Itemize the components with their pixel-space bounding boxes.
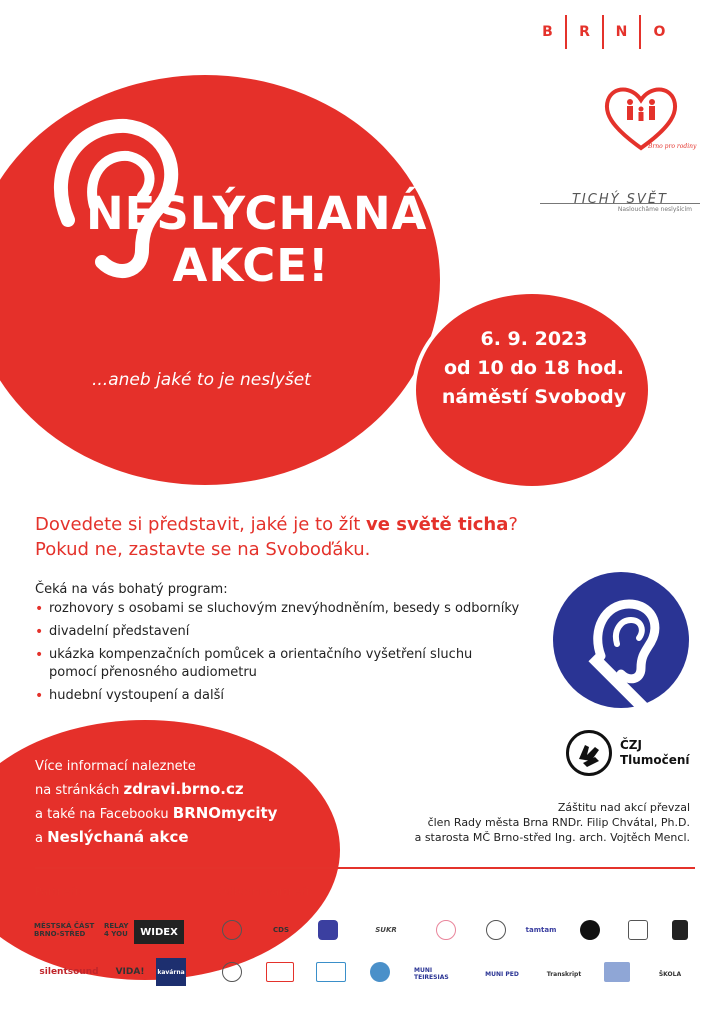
partner-logo: MĚSTSKÁ ČÁST BRNO-STŘED: [34, 922, 95, 938]
event-page-link[interactable]: Neslýchaná akce: [47, 828, 189, 846]
partner-logo: [370, 962, 390, 982]
partner-logo: [580, 920, 600, 940]
family-heart-logo: [600, 82, 697, 154]
partner-logo: [266, 962, 294, 982]
lead-bold: ve světě ticha: [366, 514, 509, 535]
partner-logo: MUNI TEIRESIAS: [414, 967, 449, 981]
brno-letter: O: [653, 24, 666, 40]
partner-logo: silentsound: [39, 967, 99, 977]
patronage-line1: Záštitu nad akcí převzal: [557, 801, 690, 814]
patronage-line3: a starosta MČ Brno-střed Ing. arch. Vojtěch Mencl.: [414, 831, 690, 844]
poster-subtitle: ...aneb jaké to je neslyšet: [92, 370, 311, 390]
partner-logo: [222, 920, 242, 940]
partner-logo: kavárna: [156, 958, 186, 986]
partner-logo: ŠKOLA: [658, 970, 682, 978]
partner-logo: [316, 962, 346, 982]
ticho-title: TICHÝ SVĚT: [571, 192, 668, 207]
partner-logo: SUKR: [375, 926, 397, 934]
lead-line2: Pokud ne, zastavte se na Svoboďáku.: [35, 539, 371, 560]
sign-language-icon: [566, 730, 612, 776]
partner-logo: Transkript: [546, 970, 582, 978]
event-place: náměstí Svobody: [441, 386, 627, 408]
facebook-link[interactable]: BRNOmycity: [172, 804, 278, 822]
brno-letter: B: [530, 15, 567, 49]
info-text: [35, 755, 277, 850]
czj-line1: ČZJ: [620, 738, 642, 752]
lead-part2: ?: [508, 514, 518, 535]
professional-partners-label: Odborní partneři:: [218, 885, 313, 898]
list-item: • ukázka kompenzačních pomůcek a orientačního vyšetření sluchu pomocí přenosného audiometru: [35, 646, 555, 682]
partner-logo: [628, 920, 648, 940]
info-line1: Více informací naleznete: [35, 759, 196, 774]
program-list: [35, 600, 555, 710]
event-info: [418, 325, 650, 412]
hearing-loop-badge: [553, 572, 689, 708]
brno-letter: R: [567, 15, 604, 49]
partner-logo: [318, 920, 338, 940]
patronage-line2: člen Rady města Brna RNDr. Filip Chvátal, Ph.D.: [427, 816, 690, 829]
heart-caption: Brno pro rodiny: [648, 143, 697, 150]
event-date: 6. 9. 2023: [480, 328, 588, 350]
patronage-text: [360, 800, 690, 845]
partner-logo: [672, 920, 688, 940]
partner-logo: RELAY 4 YOU: [104, 922, 129, 938]
ticho-subtitle: Naslouchâme neslyšícím: [617, 206, 692, 213]
info-line2-prefix: na stránkách: [35, 783, 124, 798]
partner-logo: tamtam: [525, 926, 557, 934]
partner-logo: CDS: [273, 926, 289, 934]
partner-logo: VIDA!: [115, 967, 145, 977]
partner-logo: MUNI PED: [485, 970, 519, 978]
info-line4-prefix: a: [35, 831, 48, 846]
partner-logo: [222, 962, 242, 982]
list-item: • rozhovory s osobami se sluchovým znevýhodněním, besedy s odborníky: [35, 600, 555, 618]
brno-letter: N: [604, 15, 641, 49]
ear-strike-icon: [553, 572, 689, 708]
title-line1: NESLÝCHANÁ: [86, 187, 428, 240]
program-heading: Čeká na vás bohatý program:: [35, 582, 228, 597]
list-item: • divadelní představení: [35, 623, 555, 641]
info-line3-prefix: a také na Facebooku: [35, 807, 173, 822]
partner-logo: WIDEX: [134, 920, 184, 944]
partner-logo: [436, 920, 456, 940]
czj-line2: Tlumočení: [620, 753, 690, 767]
brno-logo: [530, 15, 678, 49]
website-link[interactable]: zdravi.brno.cz: [123, 780, 244, 798]
lead-part1: Dovedete si představit, jaké je to žít: [35, 514, 367, 535]
partner-logo: [604, 962, 630, 982]
event-time: od 10 do 18 hod.: [443, 357, 625, 379]
title-line2: AKCE!: [172, 239, 330, 292]
ticho-svet-logo: [540, 192, 700, 213]
poster-title: [86, 187, 428, 292]
partners-label: Partneři:: [35, 885, 82, 898]
list-item: • hudební vystoupení a další: [35, 687, 555, 705]
lead-text: [35, 512, 635, 562]
czj-interpreting: [566, 730, 690, 776]
partner-logo: [486, 920, 506, 940]
divider: [35, 867, 695, 869]
